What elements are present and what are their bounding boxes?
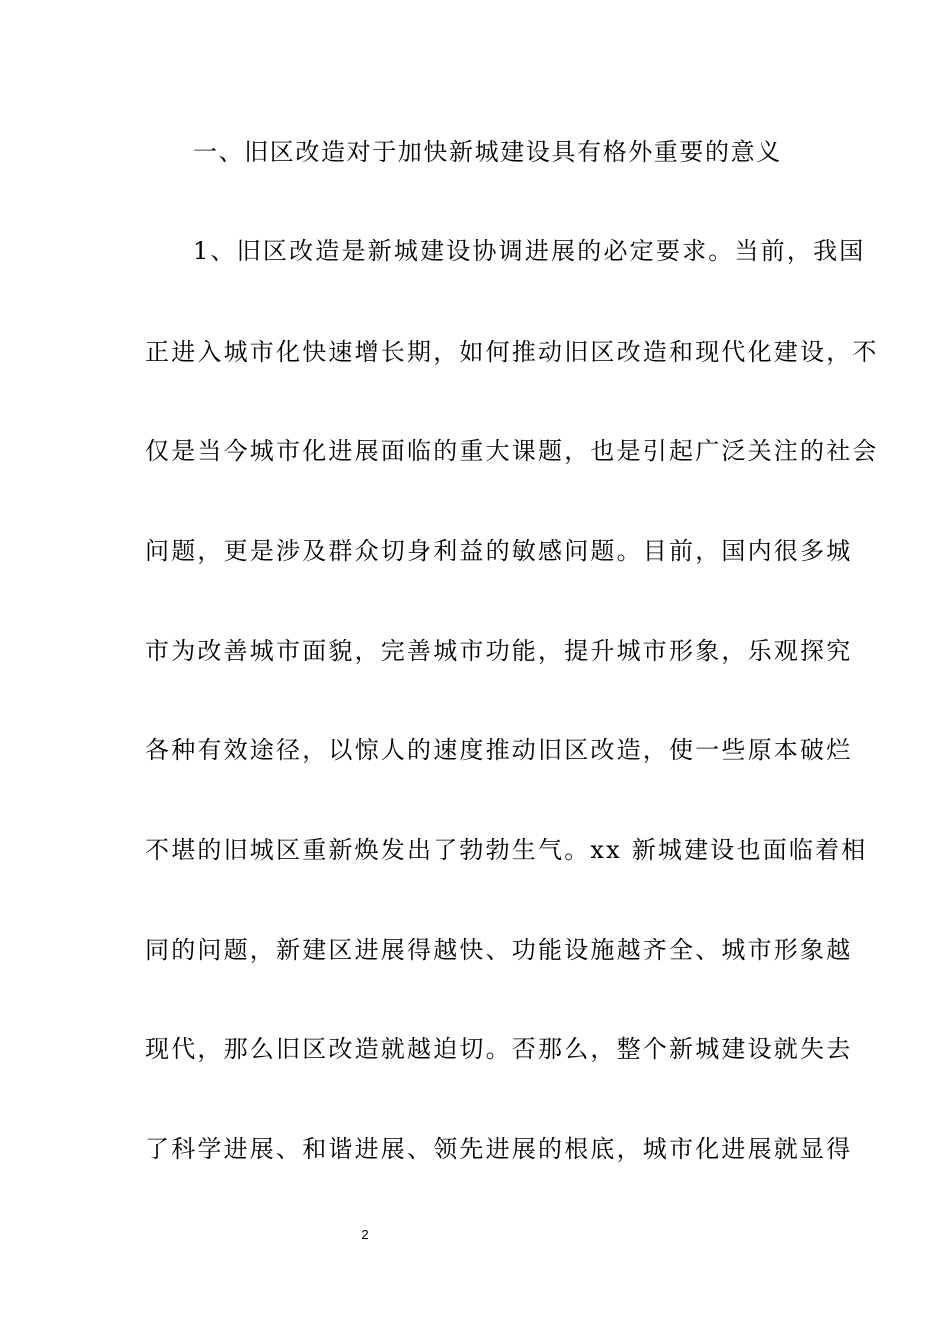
paragraph-line-8: 同的问题，新建区进展得越快、功能设施越齐全、城市形象越: [145, 936, 853, 964]
paragraph-line-10: 了科学进展、和谐进展、领先进展的根底，城市化进展就显得: [145, 1135, 853, 1163]
paragraph-line-2: 正进入城市化快速增长期，如何推动旧区改造和现代化建设，不: [145, 338, 879, 366]
page-number: 2: [361, 1227, 369, 1242]
paragraph-line-1: 1、旧区改造是新城建设协调进展的必定要求。当前，我国: [193, 237, 866, 265]
paragraph-line-4: 问题，更是涉及群众切身利益的敏感问题。目前，国内很多城: [145, 537, 853, 565]
paragraph-line-7: 不堪的旧城区重新焕发出了勃勃生气。xx 新城建设也面临着相: [145, 836, 868, 864]
paragraph-line-3: 仅是当今城市化进展面临的重大课题，也是引起广泛关注的社会: [145, 437, 879, 465]
section-heading: 一、旧区改造对于加快新城建设具有格外重要的意义: [193, 138, 782, 166]
paragraph-line-6: 各种有效途径，以惊人的速度推动旧区改造，使一些原本破烂: [145, 736, 853, 764]
paragraph-line-9: 现代，那么旧区改造就越迫切。否那么，整个新城建设就失去: [145, 1035, 853, 1063]
paragraph-line-5: 市为改善城市面貌，完善城市功能，提升城市形象，乐观探究: [145, 637, 853, 665]
